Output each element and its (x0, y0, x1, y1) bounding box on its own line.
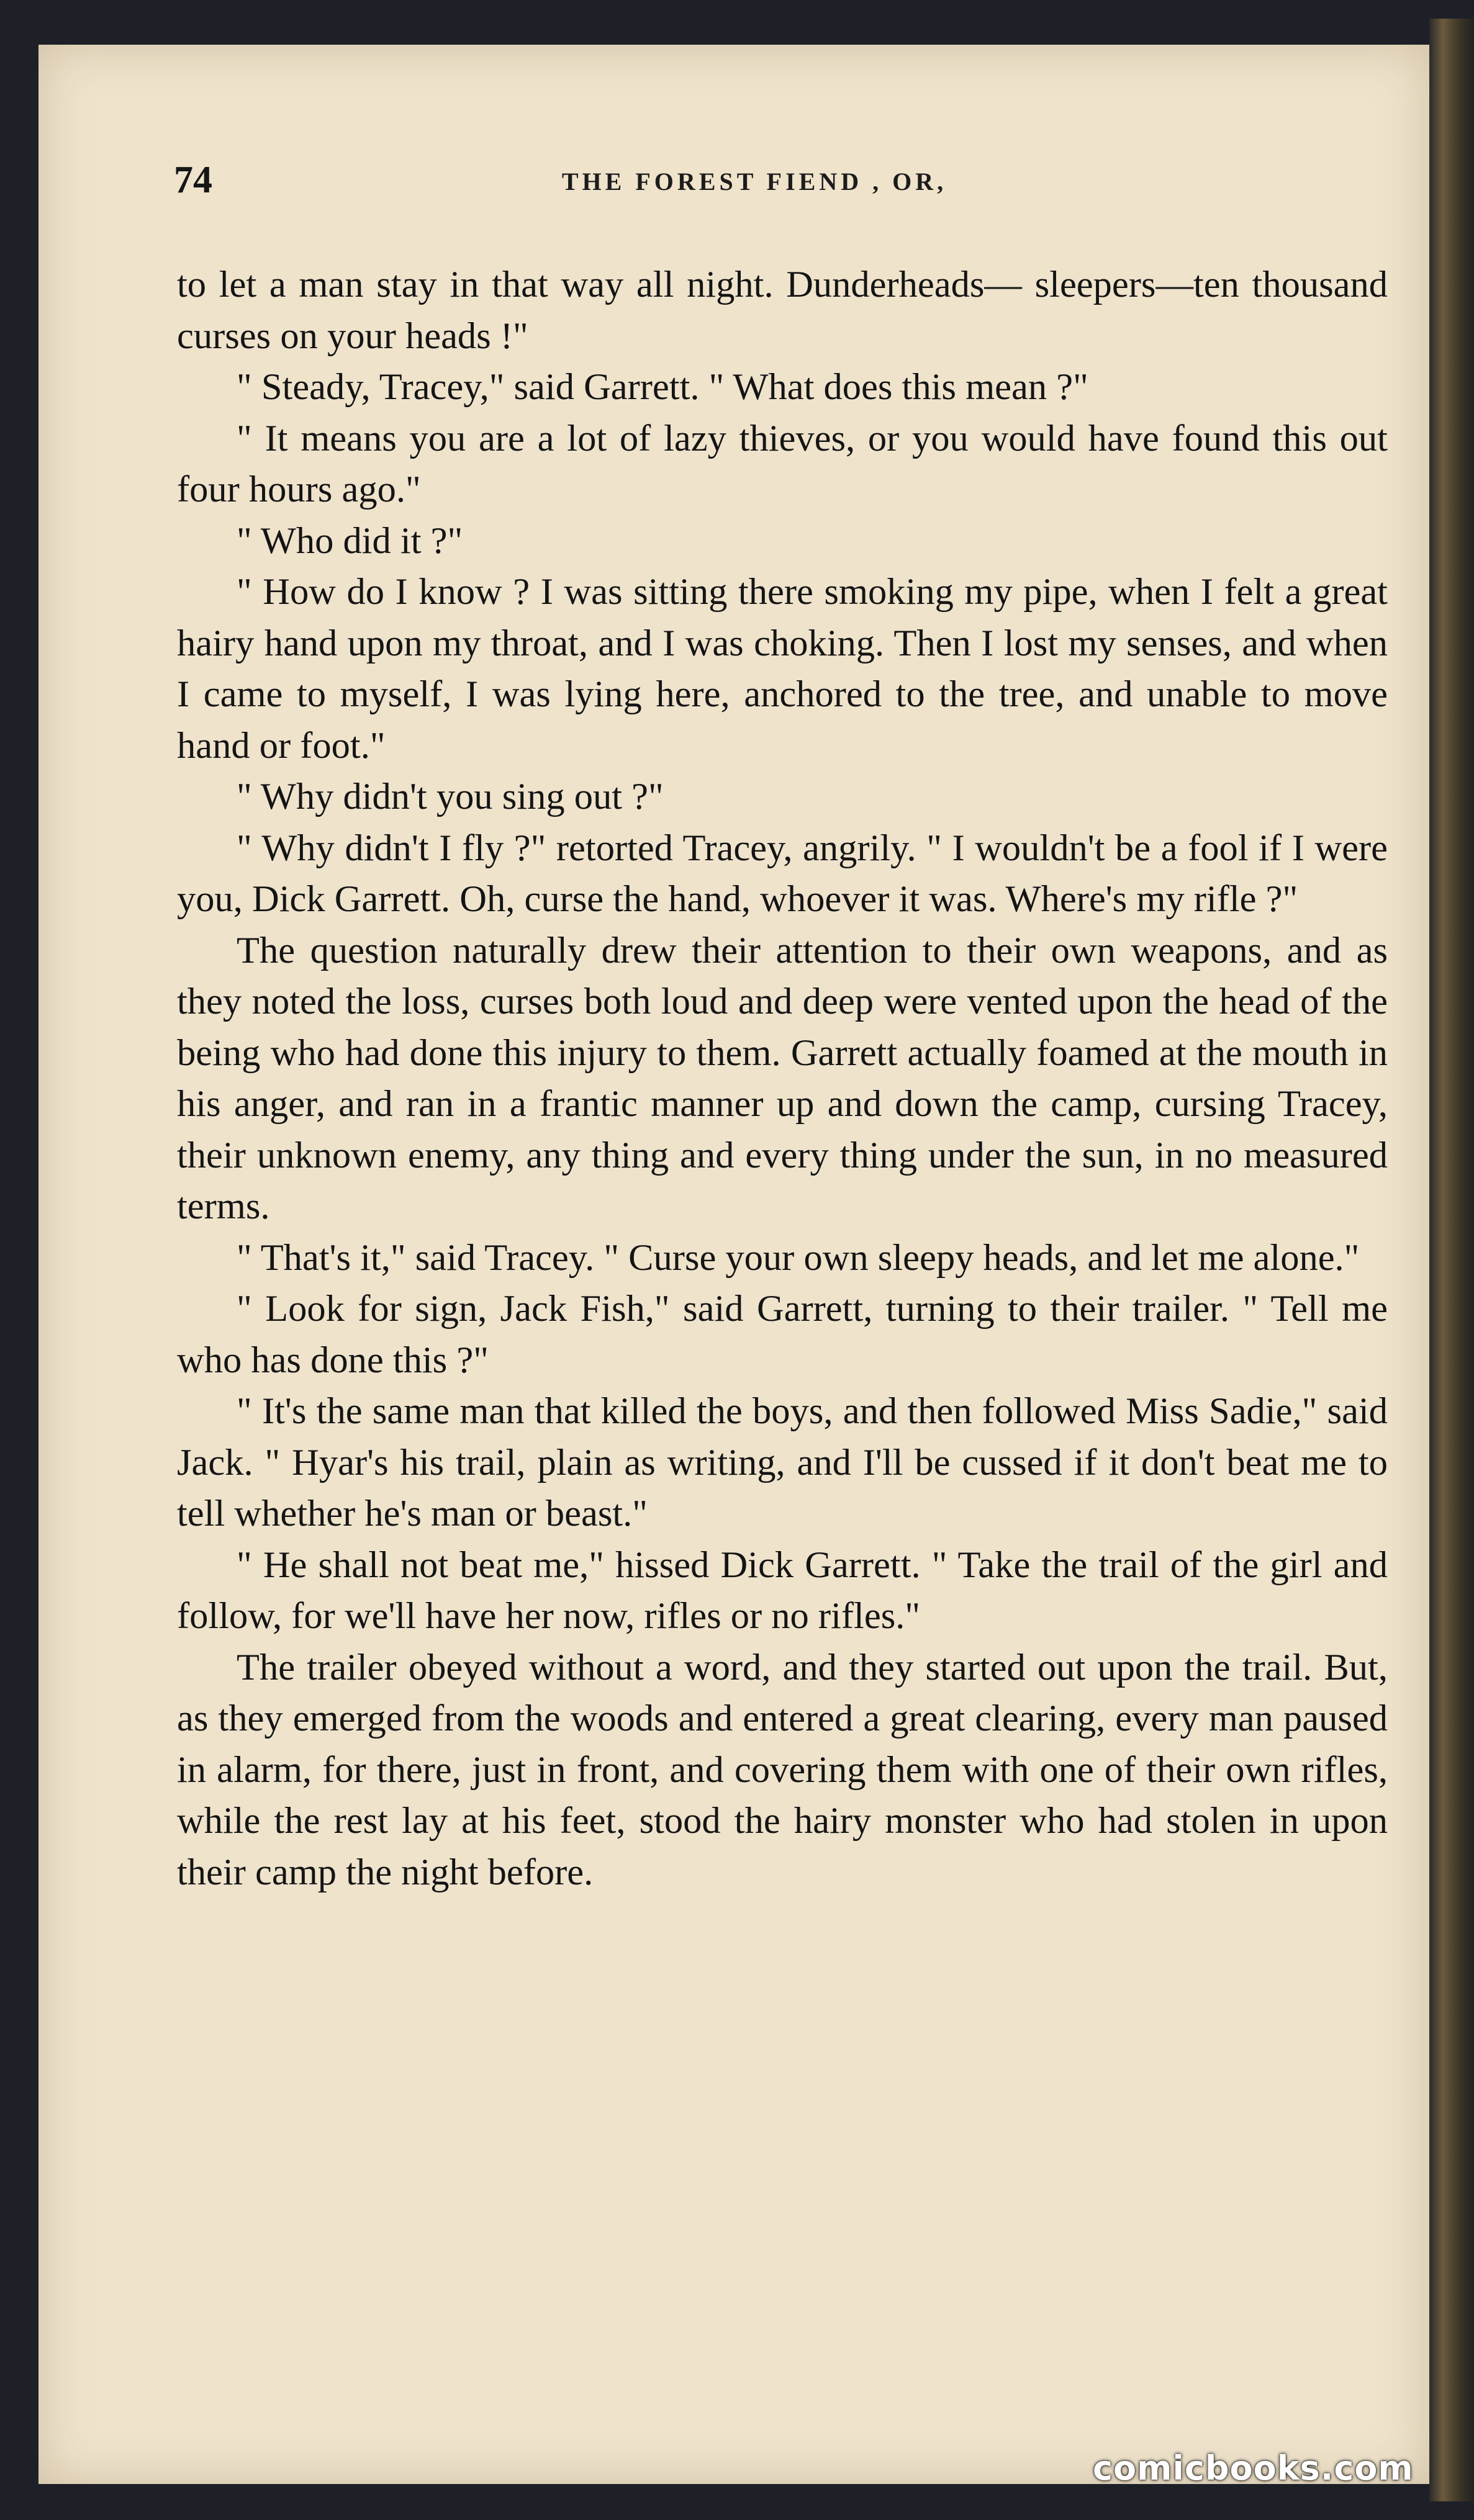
book-spine (1429, 19, 1474, 2501)
paragraph: " He shall not beat me," hissed Dick Garrett. " Take the trail of the girl and follow, for we'll have her now, rifles or no rifles." (177, 1544, 1388, 1637)
paragraph: " Why didn't you sing out ?" (237, 776, 664, 817)
page-header (137, 158, 1372, 208)
paragraph: " It's the same man that killed the boys, and then followed Miss Sadie," said Jack. " Hyar's his trail, plain as writing, and I'll be cussed if it don't beat me to tell whether he's man or beast." (177, 1390, 1388, 1534)
page-number: 74 (174, 159, 212, 201)
paragraph: The question naturally drew their attention to their own weapons, and as they noted the loss, curses both loud and deep were vented upon the head of the being who had done this injury to them. Garrett actually foamed at the mouth in his anger, and ran in a frantic manner up and down the camp, cursing Tracey, their unknown enemy, any thing and every thing under the sun, in no measured terms. (177, 929, 1388, 1227)
paragraph: " It means you are a lot of lazy thieves, or you would have found this out four hours ago." (177, 417, 1388, 510)
watermark: comicbooks.com (1093, 2449, 1414, 2488)
paragraph: The trailer obeyed without a word, and they started out upon the trail. But, as they emerged from the woods and entered a great clearing, every man paused in alarm, for there, just in front, and covering them with one of their own rifles, while the rest lay at his feet, stood the hairy monster who had stolen in upon their camp the night before. (177, 1646, 1388, 1893)
paragraph: " Steady, Tracey," said Garrett. " What does this mean ?" (237, 366, 1088, 408)
paragraph: " Look for sign, Jack Fish," said Garrett, turning to their trailer. " Tell me who has done this ?" (177, 1288, 1388, 1381)
paragraph: " That's it," said Tracey. " Curse your own sleepy heads, and let me alone." (237, 1236, 1360, 1279)
running-head: THE FOREST FIEND , OR, (561, 168, 947, 196)
paragraph: to let a man stay in that way all night. Dunderheads— sleepers—ten thousand curses on your heads !" (177, 264, 1388, 357)
paragraph: " How do I know ? I was sitting there smoking my pipe, when I felt a great hairy hand upon my throat, and I was choking. Then I lost my senses, and when I came to myself, I was lying here, anchored to the tree, and unable to move hand or foot." (177, 571, 1388, 767)
body-text (177, 259, 1388, 1898)
paragraph: " Who did it ?" (237, 520, 463, 562)
paragraph: " Why didn't I fly ?" retorted Tracey, angrily. " I wouldn't be a fool if I were you, Dick Garrett. Oh, curse the hand, whoever it was. Where's my rifle ?" (177, 827, 1388, 920)
